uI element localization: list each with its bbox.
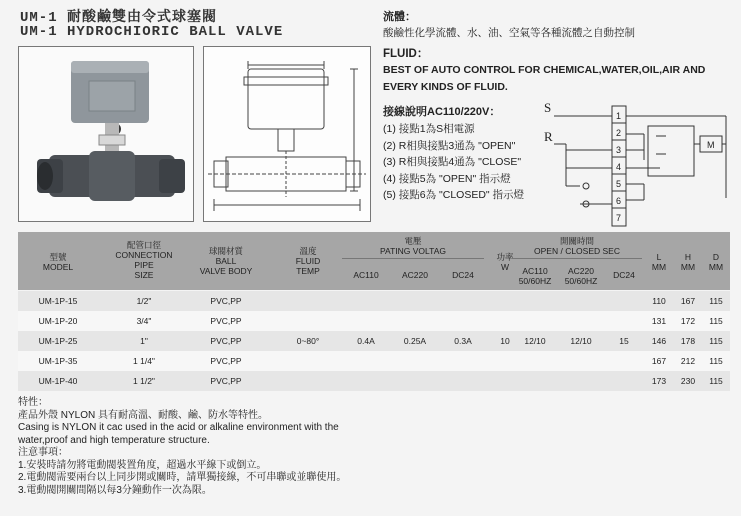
spec-table-header bbox=[18, 232, 730, 290]
th-time-ac110: AC110 50/60HZ bbox=[518, 266, 552, 286]
table-row: UM-1P-40 1 1/2" PVC,PP 173 230 115 bbox=[18, 371, 730, 391]
table-row: UM-1P-25 1" PVC,PP 0~80° 0.4A 0.25A 0.3A 10 12/10 12/10 15 146 178 115 bbox=[18, 331, 730, 351]
note-item: 3.電動閥開關間隔以每3分鐘動作一次為限。 bbox=[18, 484, 212, 496]
wiring-item: (2) R相與接點3通為 "OPEN" bbox=[383, 139, 516, 152]
table-row: UM-1P-35 1 1/4" PVC,PP 167 212 115 bbox=[18, 351, 730, 371]
title-zh: UM-1 耐酸鹼雙由令式球塞閥 bbox=[20, 10, 218, 26]
terminal-label: 3 bbox=[616, 145, 622, 155]
th-power: 功率 W bbox=[496, 252, 514, 272]
wiring-heading: 接線說明AC110/220V： bbox=[383, 106, 501, 118]
shared-time-ac220: 12/10 bbox=[570, 336, 592, 346]
features-heading: 特性： bbox=[18, 397, 48, 408]
terminal-label: 4 bbox=[616, 162, 622, 172]
th-model: 型號 MODEL bbox=[42, 252, 74, 272]
table-row: UM-1P-20 3/4" PVC,PP 131 172 115 bbox=[18, 311, 730, 331]
fluid-zh-text: 酸鹼性化學流體、水、油、空氣等各種流體之自動控制 bbox=[383, 27, 635, 39]
fluid-en-text bbox=[383, 62, 735, 96]
table-row: UM-1P-15 1/2" PVC,PP 110 167 115 bbox=[18, 291, 730, 311]
note-item: 1.安裝時請勿將電動閥裝置角度，超過水平線下或倒立。 bbox=[18, 459, 267, 471]
motor-label: M bbox=[707, 140, 715, 150]
product-photo bbox=[18, 46, 194, 222]
th-temp: 溫度 FLUID TEMP bbox=[295, 246, 321, 276]
note-item: 2.電動閥需要兩台以上同步開或關時，請單獨接線，不可串聯或並聯使用。 bbox=[18, 472, 347, 483]
features-en-1: Casing is NYLON it cac used in the acid or alkaline environment with the bbox=[18, 422, 339, 433]
wiring-item: (5) 接點6為 "CLOSED" 指示燈 bbox=[383, 189, 525, 201]
shared-dc24: 0.3A bbox=[454, 336, 472, 346]
s-phase-label: S bbox=[544, 100, 552, 115]
terminal-label: 6 bbox=[616, 196, 622, 206]
th-time-ac220: AC220 50/60HZ bbox=[564, 266, 598, 286]
th-body: 球閥材質 BALL VALVE BODY bbox=[199, 246, 253, 276]
th-time: 開關時間 OPEN / CLOSED SEC bbox=[512, 236, 642, 259]
features-zh: 產品外殼 NYLON 具有耐高溫、耐酸、鹼、防水等特性。 bbox=[18, 409, 269, 421]
shared-time-dc24: 15 bbox=[619, 336, 629, 346]
th-ac110: AC110 bbox=[353, 270, 379, 280]
wiring-item: (3) R相與接點4通為 "CLOSE" bbox=[383, 156, 522, 168]
fluid-en-line-1: BEST OF AUTO CONTROL FOR CHEMICAL,WATER,OIL,AIR AND bbox=[383, 64, 706, 76]
fluid-en-line-2: EVERY KINDS OF FLUID. bbox=[383, 81, 508, 93]
shared-ac220: 0.25A bbox=[403, 336, 427, 346]
r-phase-label: R bbox=[544, 129, 553, 144]
terminal-label: 5 bbox=[616, 179, 622, 189]
shared-temp: 0~80° bbox=[296, 336, 320, 346]
th-connection: 配管口徑 CONNECTION PIPE SIZE bbox=[115, 240, 173, 280]
fluid-zh-heading: 流體： bbox=[383, 11, 416, 23]
th-ac220: AC220 bbox=[402, 270, 428, 280]
features-en-2: water,proof and high temperature structure. bbox=[18, 434, 210, 446]
shared-power: 10 bbox=[500, 336, 510, 346]
shared-ac110: 0.4A bbox=[357, 336, 375, 346]
dimension-drawing bbox=[203, 46, 371, 222]
title-en: UM-1 HYDROCHIORIC BALL VALVE bbox=[20, 24, 284, 40]
th-dc24: DC24 bbox=[452, 270, 474, 280]
wiring-list bbox=[383, 121, 524, 204]
th-h: H MM bbox=[680, 252, 696, 272]
terminal-label: 7 bbox=[616, 213, 622, 223]
th-time-dc24: DC24 bbox=[613, 270, 635, 280]
features-notes bbox=[18, 397, 438, 497]
th-l: L MM bbox=[651, 252, 667, 272]
shared-time-ac110: 12/10 bbox=[524, 336, 546, 346]
th-d: D MM bbox=[708, 252, 724, 272]
wiring-item: (4) 接點5為 "OPEN" 指示燈 bbox=[383, 172, 511, 185]
terminal-label: 1 bbox=[616, 111, 622, 121]
fluid-en-heading: FLUID： bbox=[383, 48, 429, 60]
terminal-label: 2 bbox=[616, 128, 622, 138]
wiring-item: (1) 接點1為S相電源 bbox=[383, 123, 475, 135]
th-voltage: 電壓 PATING VOLTAG bbox=[342, 236, 484, 259]
notes-heading: 注意事項： bbox=[18, 447, 68, 458]
wiring-diagram bbox=[540, 98, 735, 228]
